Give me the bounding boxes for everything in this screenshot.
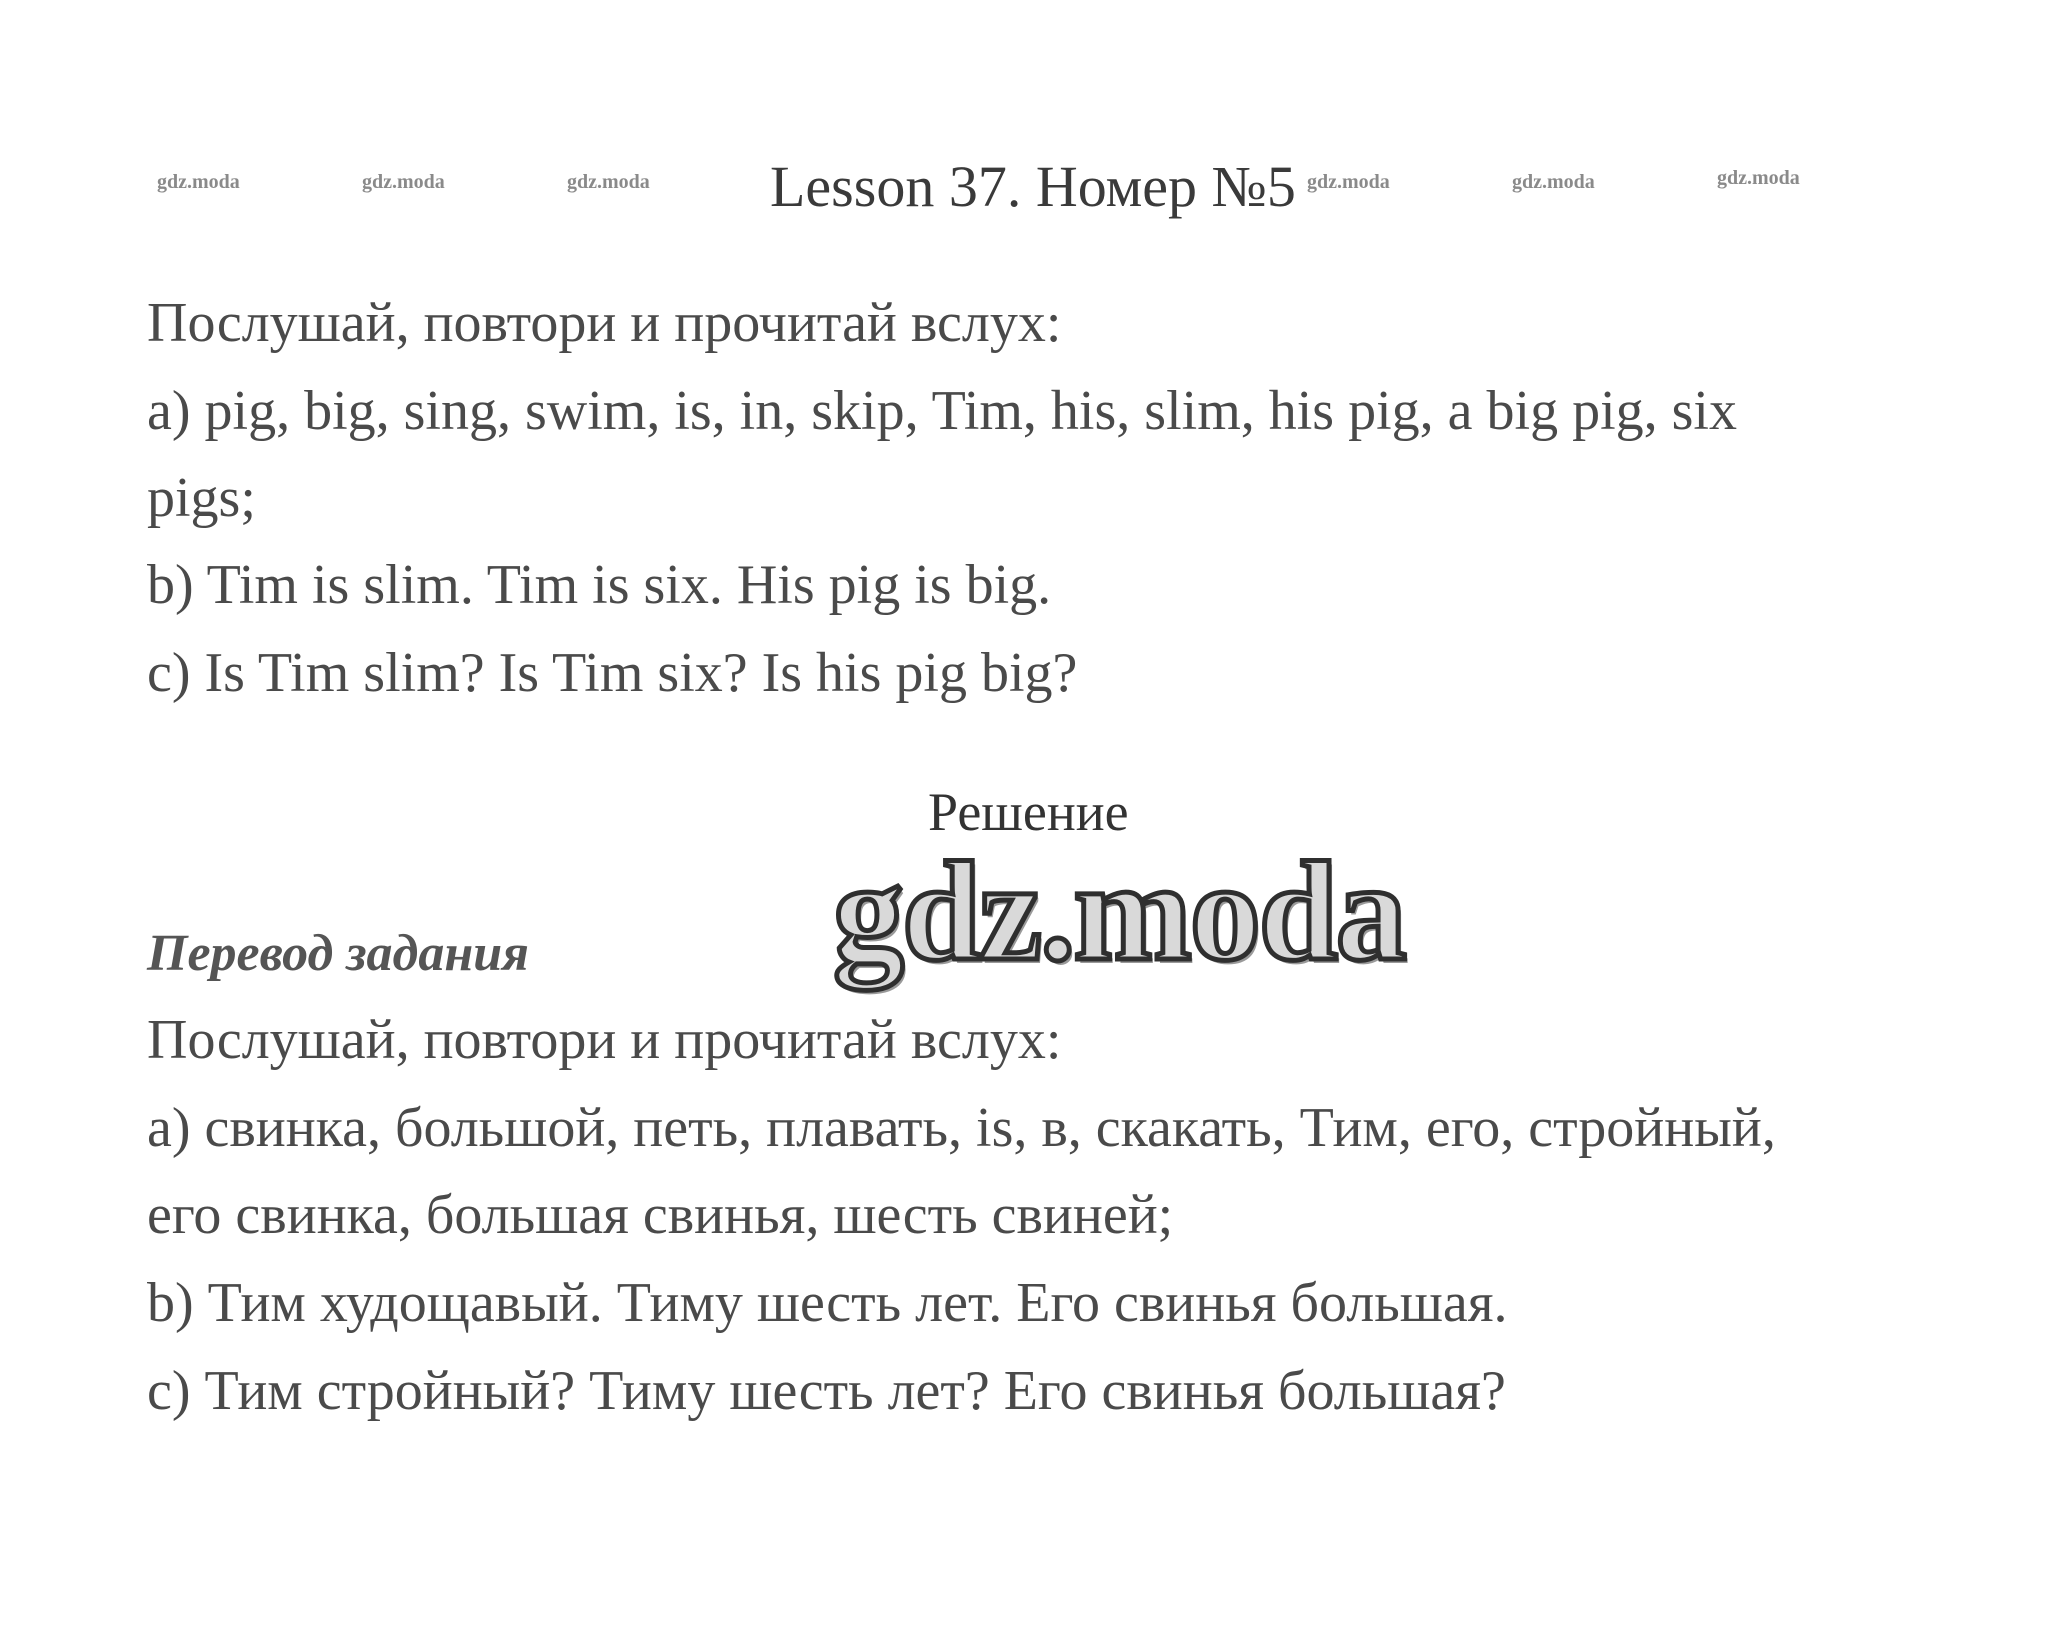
watermark-text: gdz.moda <box>1717 167 1800 189</box>
translation-item-a-line1: а) свинка, большой, петь, плавать, is, в, скакать, Тим, его, стройный, <box>147 1097 1776 1159</box>
watermark-text: gdz.moda <box>1307 171 1390 193</box>
translation-item-a-line2: его свинка, большая свинья, шесть свиней; <box>147 1184 1174 1246</box>
solution-label: Решение <box>928 782 1129 842</box>
task-item-b: b) Tim is slim. Tim is six. His pig is big. <box>147 554 1052 616</box>
translation-item-c: с) Тим стройный? Тиму шесть лет? Его свинья большая? <box>147 1360 1506 1422</box>
task-item-a-line1: a) pig, big, sing, swim, is, in, skip, Tim, his, slim, his pig, a big pig, six <box>147 380 1737 442</box>
task-item-c: c) Is Tim slim? Is Tim six? Is his pig big? <box>147 642 1078 704</box>
task-intro: Послушай, повтори и прочитай вслух: <box>147 292 1062 354</box>
watermark-text: gdz.moda <box>362 171 445 193</box>
watermark-text: gdz.moda <box>567 171 650 193</box>
translation-item-b: b) Тим худощавый. Тиму шесть лет. Его свинья большая. <box>147 1272 1508 1334</box>
page-title: Lesson 37. Номер №5 <box>770 154 1296 219</box>
translation-intro: Послушай, повтори и прочитай вслух: <box>147 1009 1062 1071</box>
task-item-a-line2: pigs; <box>147 467 256 529</box>
watermark-text: gdz.moda <box>157 171 240 193</box>
translation-heading: Перевод задания <box>147 925 529 982</box>
watermark-text: gdz.moda <box>1512 171 1595 193</box>
gdz-logo-watermark: gdz.moda <box>833 832 1405 990</box>
